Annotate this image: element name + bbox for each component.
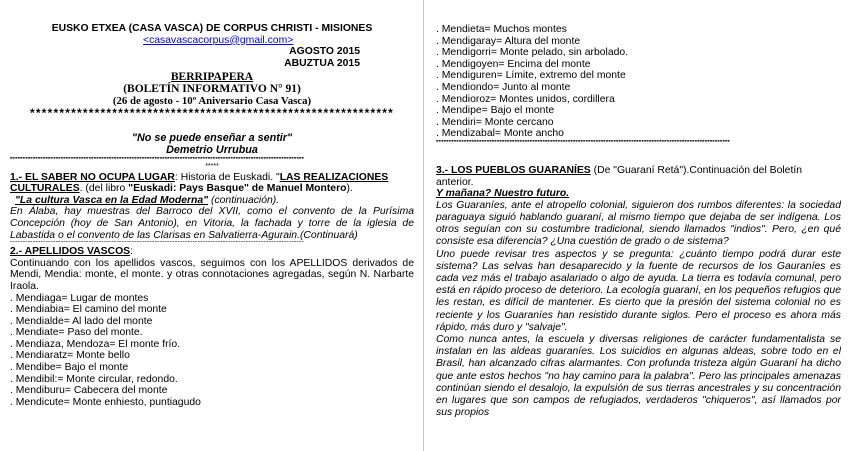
section3-paragraph-3: Como nunca antes, la escuela y diversas religiones de carácter fundamentalista se instalan en las aldeas guaraníes. Los suicidios en algunas aldeas, sobre todo en el Brasil, han alcanzado cifras alarmantes. Con profunda tristeza algún Guaraní ha dicho que ante estos hechos "no hay camino para la palabra". Pero las principales amenazas continúan siendo el desalojo, la expulsión de sus tierras ancestrales y su concentración en lugares que son campos de refugiados, verdaderos "chiqueros", así llamados por sus propios — [436, 333, 841, 419]
surname-item: . Mendiabia= El camino del monte — [10, 304, 167, 316]
section1-heading: 1.- EL SABER NO OCUPA LUGAR: Historia de Euskadi. "LAS REALIZACIONES CULTURALES. (del libro "Euskadi: Pays Basque" de Manuel Montero). — [10, 171, 389, 195]
star-divider-short: ***** — [205, 162, 219, 170]
section3-subheading: Y mañana? Nuestro futuro. — [436, 188, 570, 200]
surname-item: . Mendioroz= Montes unidos, cordillera — [436, 93, 615, 105]
star-divider: ************************************************************** — [30, 107, 394, 121]
bulletin-number: (BOLETÍN INFORMATIVO N° 91) — [123, 83, 301, 96]
date-spanish: AGOSTO 2015 — [289, 46, 360, 58]
anniversary-line: (26 de agosto - 10º Aniversario Casa Vasca) — [112, 95, 312, 108]
surname-item: . Mendizabal= Monte ancho — [436, 128, 564, 140]
surname-item: . Mendigorri= Monte pelado, sin arbolado. — [436, 47, 629, 59]
surname-item: . Mendialde= Al lado del monte — [10, 315, 153, 327]
section1-subtitle: "La cultura Vasca en la Edad Moderna" (continuación). — [15, 194, 280, 206]
surname-item: . Mendiondo= Junto al monte — [436, 81, 571, 93]
quote-author: Demetrio Urrubua — [166, 143, 258, 156]
date-basque: ABUZTUA 2015 — [284, 57, 360, 69]
org-name: EUSKO ETXEA (CASA VASCA) DE CORPUS CHRISTI - MISIONES — [51, 23, 373, 34]
surname-item: . Mendiaza, Mendoza= El monte frío. — [10, 338, 181, 350]
surname-list-left — [10, 293, 414, 409]
surname-item: . Mendieta= Muchos montes — [436, 24, 567, 35]
star-divider-thin-3: ******************************************************************************************************************** — [436, 139, 731, 146]
email-link[interactable]: <casavascacorpus@gmail.com> — [143, 34, 294, 46]
surname-item: . Mendicute= Monte enhiesto, puntiagudo — [10, 396, 201, 408]
surname-item: . Mendigoyen= Encima del monte — [436, 58, 591, 70]
column-separator — [423, 0, 424, 451]
star-divider-thin: ******************************************************************************************************************** — [10, 156, 305, 163]
quote-text: "No se puede enseñar a sentir" — [131, 132, 293, 145]
left-column — [10, 0, 414, 451]
surname-item: . Mendiri= Monte cercano — [436, 116, 554, 128]
surname-item: . Mendiburu= Cabecera del monte — [10, 385, 168, 397]
surname-item: . Mendibil:= Monte circular, redondo. — [10, 373, 178, 385]
surname-list-right — [436, 24, 841, 140]
surname-item: . Mendigaray= Altura del monte — [436, 35, 581, 47]
surname-item: . Mendipe= Bajo el monte — [436, 105, 555, 117]
section2-heading: 2.- APELLIDOS VASCOS: — [10, 246, 133, 258]
section3-paragraph-1: Los Guaraníes, ante el atropello colonial, siguieron dos rumbos diferentes: la sociedad paraguaya siguió hablando guaraní, al mismo tiempo que dejaba de ser indígena. Los otros seguían con su costumbre tradicional, siendo llamados "indios". Pero, ¿en qué consiste esa diferencia? ¿Una cuestión de grado o de sistema? — [436, 199, 841, 248]
surname-item: . Mendiguren= Límite, extremo del monte — [436, 70, 626, 82]
surname-item: . Mendibe= Bajo el monte — [10, 362, 129, 374]
surname-item: . Mendiaratz= Monte bello — [10, 350, 130, 362]
page-title: BERRIPAPERA — [170, 71, 254, 84]
section3-paragraph-2: Uno puede revisar tres aspectos y se pregunta: ¿cuánto tiempo podrá durar este sistema? Las selvas han desaparecido y la fuente de recursos de los Gauraníes es cada vez más el trabajo asalariado o algo de ayuda. La tierra es todavía comunal, pero está en rápido proceso de deterioro. La ecología guaraní, en los pequeños refugios que les restan, es difícil de mantener. Es cierto que la presión del sistema colonial no es reciente y los Guaraníes han resistido durante siglos. Pero el proceso es ahora más rápido, más duro y "salvaje". — [436, 248, 841, 333]
right-column — [436, 0, 841, 451]
star-divider-thin-2: ******************************************************************************************************************** — [10, 241, 305, 247]
section1-body: En Álaba, hay muestras del Barroco del XVII, como el convento de la Purísima Concepción (hoy de San Antonio), en Vitoria, la fachada y torre de la iglesia de Labastida o el convento de las Clarisas en Salvatierra-Agurain.(Continuará) — [10, 206, 414, 241]
surname-item: . Mendiaga= Lugar de montes — [10, 292, 149, 304]
section3-heading: 3.- LOS PUEBLOS GUARANÍES (De "Guaraní Retá").Continuación del Boletín anterior. — [436, 164, 802, 188]
surname-item: . Mendiate= Paso del monte. — [10, 327, 143, 339]
section2-intro: Continuando con los apellidos vascos, seguimos con los APELLIDOS derivados de Mendi, Mendia: monte, el monte. y otras connotaciones agregadas, según N. Narbarte Iraola. — [10, 257, 414, 292]
